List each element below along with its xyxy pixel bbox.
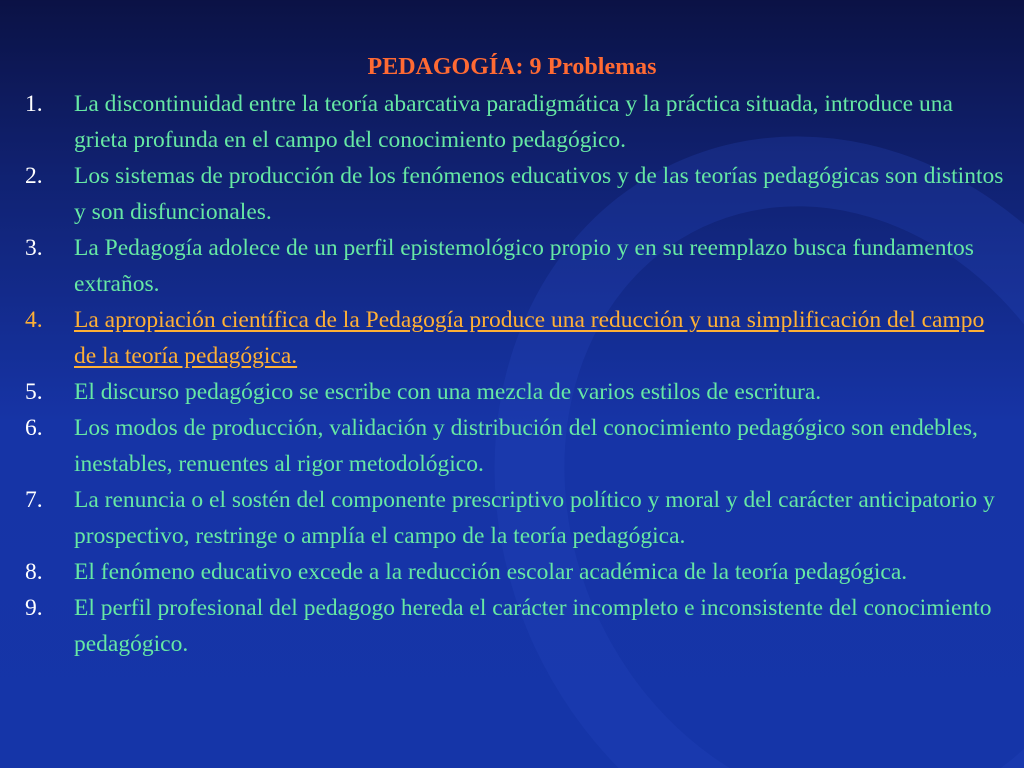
list-text: El perfil profesional del pedagogo hereda el carácter incompleto e inconsistente del conocimiento pedagógico. — [74, 595, 992, 657]
slide-title: PEDAGOGÍA: 9 Problemas — [367, 54, 657, 80]
list-number: 7. — [25, 487, 43, 513]
list-item-2 — [25, 158, 1005, 230]
list-number: 5. — [25, 379, 43, 405]
list-item-8 — [25, 554, 1005, 590]
list-text: El discurso pedagógico se escribe con una mezcla de varios estilos de escritura. — [74, 379, 822, 405]
list-text: El fenómeno educativo excede a la reducción escolar académica de la teoría pedagógica. — [74, 559, 908, 585]
problems-list — [25, 86, 1005, 662]
list-text: Los modos de producción, validación y distribución del conocimiento pedagógico son endebles, inestables, renuentes al rigor metodológico. — [74, 415, 978, 477]
list-number: 3. — [25, 235, 43, 261]
list-number: 4. — [25, 307, 43, 333]
list-text: La Pedagogía adolece de un perfil epistemológico propio y en su reemplazo busca fundamentos extraños. — [74, 235, 974, 297]
list-text: La discontinuidad entre la teoría abarcativa paradigmática y la práctica situada, introduce una grieta profunda en el campo del conocimiento pedagógico. — [74, 91, 953, 153]
list-item-1 — [25, 86, 1005, 158]
list-number: 9. — [25, 595, 43, 621]
list-text-underlined: La apropiación científica de la Pedagogía produce una reducción y una simplificación del campo de la teoría pedagógica. — [74, 307, 985, 369]
list-number: 8. — [25, 559, 43, 585]
list-item-5 — [25, 374, 1005, 410]
list-item-6 — [25, 410, 1005, 482]
list-item-4-highlighted — [25, 302, 1005, 374]
list-item-9 — [25, 590, 1005, 662]
list-text: La renuncia o el sostén del componente prescriptivo político y moral y del carácter anticipatorio y prospectivo, restringe o amplía el campo de la teoría pedagógica. — [74, 487, 995, 549]
list-number: 2. — [25, 163, 43, 189]
list-text: Los sistemas de producción de los fenómenos educativos y de las teorías pedagógicas son distintos y son disfuncionales. — [74, 163, 1004, 225]
list-number: 1. — [25, 91, 43, 117]
list-item-7 — [25, 482, 1005, 554]
list-item-3 — [25, 230, 1005, 302]
list-number: 6. — [25, 415, 43, 441]
